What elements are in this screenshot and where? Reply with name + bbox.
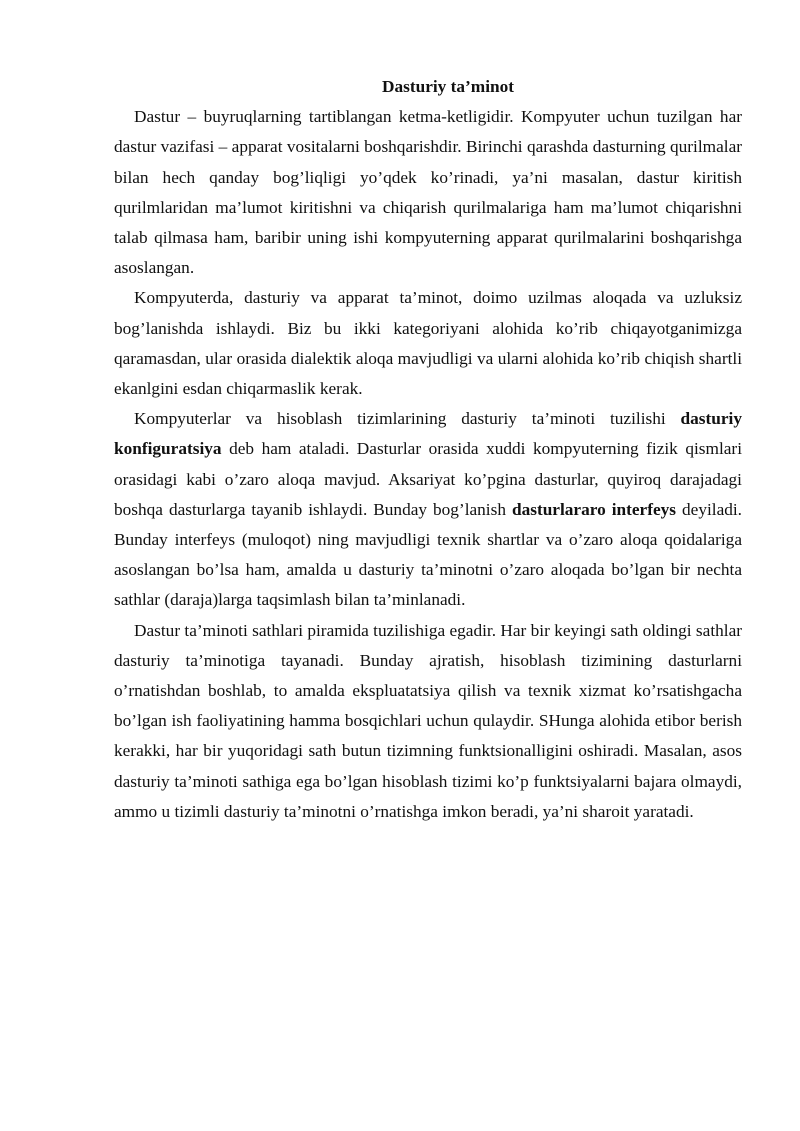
paragraph-4 xyxy=(114,616,742,827)
paragraph-3-text-a: Kompyuterlar va hisoblash tizimlarining dasturiy ta’minoti tuzilishi xyxy=(134,409,681,429)
paragraph-3-text-b: deb ham ataladi. Dasturlar orasida xuddi kompyuterning fizik qismlari orasidagi kabi o’zaro aloqa mavjud. Aksariyat ko’pgina dasturlar, quyiroq darajadagi boshqa dasturlarga tayanib ishlaydi. Bunday bog’lanish xyxy=(114,439,742,519)
paragraph-1 xyxy=(114,102,742,283)
paragraph-2 xyxy=(114,283,742,404)
document-title: Dasturiy ta’minot xyxy=(382,77,514,96)
paragraph-3-text-c: deyiladi. Bunday interfeys (muloqot) ning mavjudligi texnik shartlar va o’zaro aloqa qoidalariga asoslangan bo’lsa ham, amalda u dasturiy ta’minotni o’zaro aloqada bo’lgan bir nechta sathlar (daraja)larga taqsimlash bilan ta’minlanadi. xyxy=(114,499,743,610)
paragraph-4-text: Dastur ta’minoti sathlari piramida tuzilishiga egadir. Har bir keyingi sath oldingi sathlar dasturiy ta’minotiga tayanadi. Bunday ajratish, hisoblash tizimining dasturlarni o’rnatishdan boshlab, to amalda ekspluatatsiya qilish va texnik xizmat ko’rsatishgacha bo’lgan ish faoliyatining hamma bosqichlari uchun qulaydir. SHunga alohida etibor berish kerakki, har bir yuqoridagi sath butun tizimning funktsionalligini oshiradi. Masalan, asos dasturiy ta’minoti sathiga ega bo’lgan hisoblash tizimi ko’p funktsiyalarni bajara olmaydi, ammo u tizimli dasturiy ta’minotni o’rnatishga imkon beradi, ya’ni sharoit yaratadi. xyxy=(114,620,742,821)
term-dasturlararo-interfeys: dasturlararo interfeys xyxy=(511,499,677,519)
term-dasturiy-konfiguratsiya: dasturiy konfiguratsiya xyxy=(114,409,742,459)
paragraph-1-text: Dastur – buyruqlarning tartiblangan ketma-ketligidir. Kompyuter uchun tuzilgan har dastur vazifasi – apparat vositalarni boshqarishdir. Birinchi qarashda dasturning qurilmalar bilan hech qanday bog’liqligi yo’qdek ko’rinadi, ya’ni masalan, dastur kiritish qurilmlaridan ma’lumot kiritishni va chiqarish qurilmalariga ham ma’lumot chiqarishni talab qilmasa ham, baribir uning ishi kompyuterning apparat qurilmalarini boshqarishga asoslangan. xyxy=(114,107,742,278)
document-page xyxy=(114,72,742,827)
paragraph-2-text: Kompyuterda, dasturiy va apparat ta’minot, doimo uzilmas aloqada va uzluksiz bog’lanishda ishlaydi. Biz bu ikki kategoriyani alohida ko’rib chiqayotganimizga qaramasdan, ular orasida dialektik aloqa mavjudligi va ularni alohida ko’rib chiqish shartli ekanlgini esdan chiqarmaslik kerak. xyxy=(114,288,742,399)
paragraph-3 xyxy=(114,404,742,615)
